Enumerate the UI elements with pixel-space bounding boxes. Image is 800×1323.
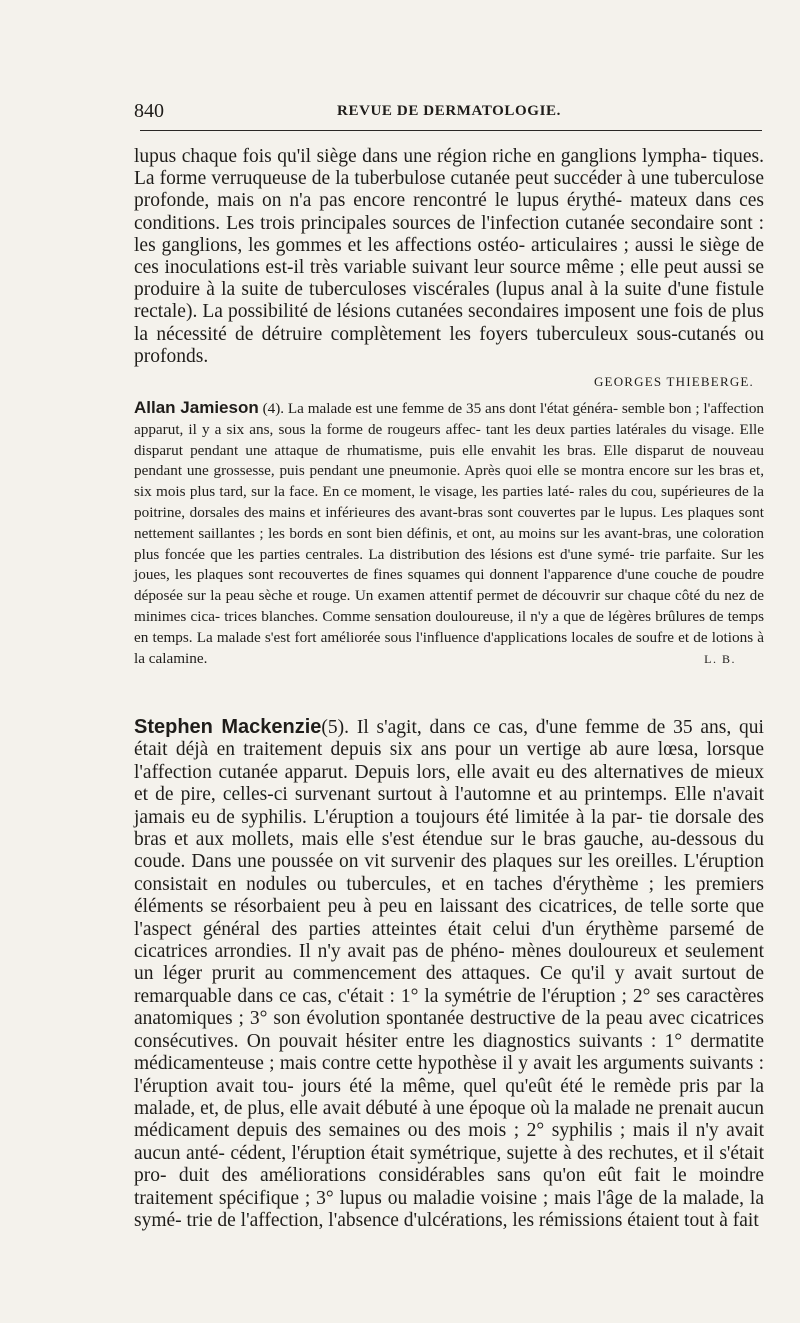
section3-paragraph [134, 716, 764, 1232]
section-mackenzie [134, 716, 764, 1232]
section2-text: La malade est une femme de 35 ans dont l'état généra- semble bon ; l'affection apparut, il y a six ans, sous la forme de rougeurs affec- tant les deux parties latérales du visage. Elle disparut pendant une attaque de rhumatisme, puis elle envahit les bras. Elle disparut de nouveau pendant une grossesse, puis pendant une pneumonie. Après quoi elle se montra encore sur les bras et, six mois plus tard, sur la face. En ce moment, le visage, les parties laté- rales du cou, supérieures de la poitrine, dorsales des mains et inférieures des avant-bras sont couvertes par le lupus. Les plaques sont nettement saillantes ; les bords en sont bien définis, et ont, au moins sur les avant-bras, une coloration plus foncée que les parties centrales. La distribution des lésions est d'une symé- trie parfaite. Sur les joues, les plaques sont recouvertes de fines squames qui donnent l'apparence d'une couche de poudre déposée sur la peau sèche et rouge. Un examen attentif permet de découvrir sur chaque côté du nez de minimes cica- trices blanches. Comme sensation douloureuse, il n'y a que de légères brûlures de temps en temps. La malade s'est fort améliorée sous l'influence d'applications locales de soufre et de lotions à la calamine. [134, 400, 765, 667]
section-jamieson [134, 398, 764, 669]
author-name: Allan Jamieson [134, 398, 259, 417]
section-thieberge [134, 146, 764, 393]
section1-text: lupus chaque fois qu'il siège dans une région riche en ganglions lympha- tiques. La forme verruqueuse de la tuberbulose cutanée peut succéder à une tuberculose profonde, mais on n'a pas encore rencontré le lupus érythé- mateux dans ces conditions. Les trois principales sources de l'infection cutanée secondaire sont : les ganglions, les gommes et les affections ostéo- articulaires ; aussi le siège de ces inoculations est-il très variable suivant leur source même ; elle peut aussi se produire à la suite de tuberculoses viscérales (lupus anal à la suite d'une fistule rectale). La possibilité de lésions cutanées secondaires imposent une fois de plus la nécessité de détruire complètement les foyers tuberculeux sous-cutanés ou profonds. [134, 146, 764, 367]
section2-paragraph [134, 398, 764, 669]
header-rule [140, 130, 762, 131]
reference-number: (5). [321, 717, 350, 738]
reference-number: (4). [262, 400, 285, 417]
initials: L. B. [704, 651, 736, 666]
section3-text: Il s'agit, dans ce cas, d'une femme de 35 ans, qui était déjà en traitement depuis six ans pour un vertige ab aure lœsa, lorsque l'affection cutanée apparut. Depuis lors, elle avait eu des alternatives de mieux et de pire, celles-ci survenant surtout à l'automne et au printemps. Elle n'avait jamais eu de syphilis. L'éruption a toujours été limitée à la par- tie dorsale des bras et aux mollets, mais elle s'est étendue sur le bras gauche, au-dessous du coude. Dans une poussée on vit survenir des plaques sur les oreilles. L'éruption consistait en nodules ou tubercules, et en taches d'érythème ; les premiers éléments se résorbaient peu à peu en laissant des cicatrices, de telle sorte que l'aspect général des parties atteintes était celui d'un érythème parsemé de cicatrices arrondies. Il n'y avait pas de phéno- mènes douloureux et seulement un léger prurit au commencement des attaques. Ce qu'il y avait surtout de remarquable dans ce cas, c'était : 1° la symétrie de l'éruption ; 2° ses caractères anatomiques ; 3° son évolution spontanée destructive de la peau avec cicatrices consécutives. On pouvait hésiter entre les diagnostics suivants : 1° dermatite médicamenteuse ; mais contre cette hypothèse il y avait les arguments suivants : l'éruption avait tou- jours été la même, quel qu'eût été le remède pris par la malade, et, de plus, elle avait débuté à une époque où la malade ne prenait aucun médicament depuis des semaines ou des mois ; 2° syphilis ; mais il n'y avait aucun anté- cédent, l'éruption était symétrique, sujette à des rechutes, et il s'était pro- duit des améliorations considérables sans qu'on eût fait le moindre traitement spécifique ; 3° lupus ou maladie voisine ; mais l'âge de la malade, la symé- trie de l'affection, l'absence d'ulcérations, les rémissions étaient tout à fait [134, 717, 764, 1231]
signature: GEORGES THIEBERGE. [593, 374, 754, 390]
page-header [134, 100, 764, 122]
page-number: 840 [134, 100, 164, 122]
author-name: Stephen Mackenzie [134, 716, 322, 738]
running-title: REVUE DE DERMATOLOGIE. [337, 103, 561, 119]
